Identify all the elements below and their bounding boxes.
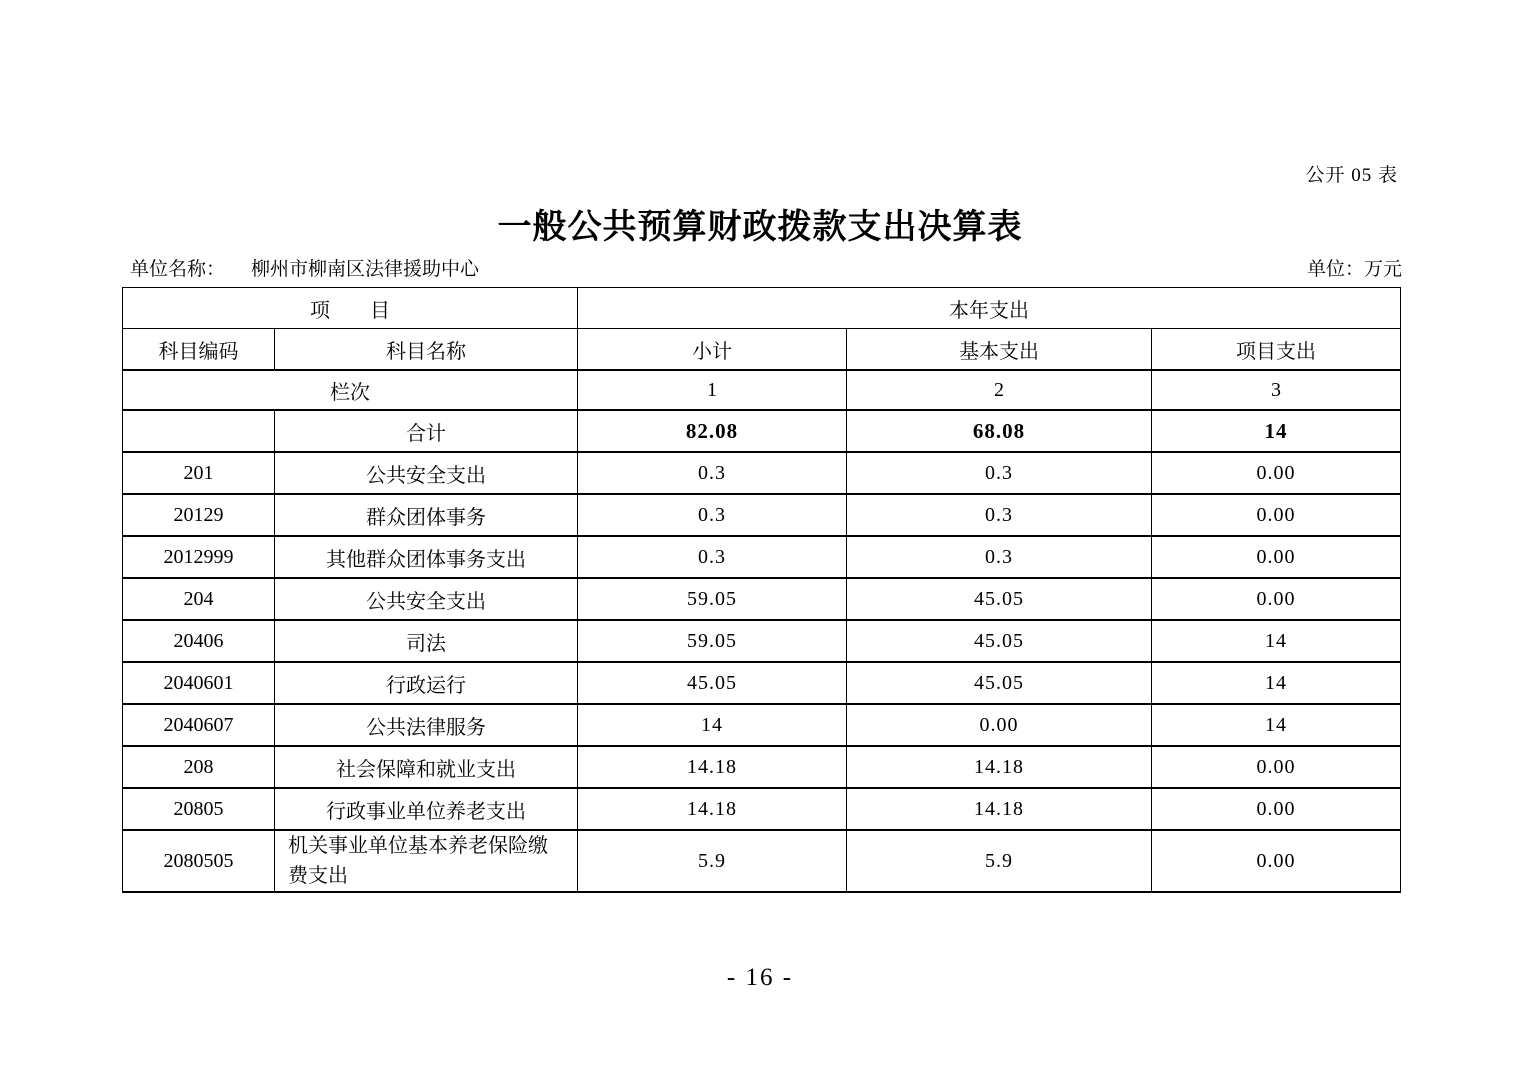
column-index-2: 2 xyxy=(847,370,1152,410)
total-basic-cell: 68.08 xyxy=(847,410,1152,452)
project-expense-cell: 14 xyxy=(1152,704,1401,746)
project-expense-cell: 14 xyxy=(1152,620,1401,662)
subject-name-cell: 其他群众团体事务支出 xyxy=(275,536,578,578)
meta-row xyxy=(130,254,1402,281)
table-row xyxy=(123,494,1401,536)
project-expense-cell: 0.00 xyxy=(1152,494,1401,536)
subject-name-cell: 行政事业单位养老支出 xyxy=(275,788,578,830)
budget-table xyxy=(122,287,1401,893)
table-row xyxy=(123,788,1401,830)
subject-code-cell: 204 xyxy=(123,578,275,620)
subject-code-cell: 20129 xyxy=(123,494,275,536)
basic-expense-cell: 45.05 xyxy=(847,662,1152,704)
subject-code-cell: 201 xyxy=(123,452,275,494)
header-subtotal: 小计 xyxy=(578,329,847,371)
subtotal-cell: 0.3 xyxy=(578,536,847,578)
subtotal-cell: 14.18 xyxy=(578,788,847,830)
subject-name-cell: 公共法律服务 xyxy=(275,704,578,746)
basic-expense-cell: 0.3 xyxy=(847,452,1152,494)
subject-code-cell: 2012999 xyxy=(123,536,275,578)
table-row xyxy=(123,620,1401,662)
subject-name-cell xyxy=(275,830,578,892)
unit-name-value: 柳州市柳南区法律援助中心 xyxy=(251,259,480,280)
subject-name-cell: 司法 xyxy=(275,620,578,662)
table-row xyxy=(123,704,1401,746)
page-title: 一般公共预算财政拨款支出决算表 xyxy=(497,208,1023,246)
project-expense-cell: 0.00 xyxy=(1152,830,1401,892)
subject-name-cell: 公共安全支出 xyxy=(275,578,578,620)
column-index-3: 3 xyxy=(1152,370,1401,410)
basic-expense-cell: 14.18 xyxy=(847,746,1152,788)
subtotal-cell: 14.18 xyxy=(578,746,847,788)
project-expense-cell: 0.00 xyxy=(1152,452,1401,494)
basic-expense-cell: 45.05 xyxy=(847,620,1152,662)
currency-unit-label: 单位：万元 xyxy=(1306,259,1402,280)
table-row xyxy=(123,452,1401,494)
subject-code-cell: 208 xyxy=(123,746,275,788)
total-subtotal-cell: 82.08 xyxy=(578,410,847,452)
table-row xyxy=(123,536,1401,578)
subject-name-cell: 行政运行 xyxy=(275,662,578,704)
header-current-year-expense: 本年支出 xyxy=(578,288,1401,329)
header-item-group: 项 目 xyxy=(123,288,578,329)
project-expense-cell: 0.00 xyxy=(1152,788,1401,830)
subtotal-cell: 5.9 xyxy=(578,830,847,892)
table-row xyxy=(123,830,1401,892)
header-row-columns xyxy=(123,329,1401,371)
header-basic-expense: 基本支出 xyxy=(847,329,1152,371)
header-subject-code: 科目编码 xyxy=(123,329,275,371)
total-row xyxy=(123,410,1401,452)
project-expense-cell: 14 xyxy=(1152,662,1401,704)
subject-code-cell: 2080505 xyxy=(123,830,275,892)
header-row-column-index xyxy=(123,370,1401,410)
subject-code-cell: 2040607 xyxy=(123,704,275,746)
table-row xyxy=(123,662,1401,704)
project-expense-cell: 0.00 xyxy=(1152,578,1401,620)
form-code-label: 公开 05 表 xyxy=(1305,165,1398,186)
subject-name-cell: 公共安全支出 xyxy=(275,452,578,494)
subject-name-cell: 社会保障和就业支出 xyxy=(275,746,578,788)
subtotal-cell: 59.05 xyxy=(578,578,847,620)
subtotal-cell: 0.3 xyxy=(578,452,847,494)
header-project-expense: 项目支出 xyxy=(1152,329,1401,371)
subject-code-cell: 20805 xyxy=(123,788,275,830)
unit-name-group xyxy=(130,254,479,281)
basic-expense-cell: 0.3 xyxy=(847,494,1152,536)
table-row xyxy=(123,578,1401,620)
header-subject-name: 科目名称 xyxy=(275,329,578,371)
column-index-label: 栏次 xyxy=(123,370,578,410)
unit-name-label: 单位名称： xyxy=(130,259,226,280)
total-code-cell xyxy=(123,410,275,452)
basic-expense-cell: 14.18 xyxy=(847,788,1152,830)
basic-expense-cell: 0.3 xyxy=(847,536,1152,578)
subtotal-cell: 0.3 xyxy=(578,494,847,536)
subject-code-cell: 20406 xyxy=(123,620,275,662)
subject-name-cell: 群众团体事务 xyxy=(275,494,578,536)
subtotal-cell: 14 xyxy=(578,704,847,746)
total-label-cell: 合计 xyxy=(275,410,578,452)
subtotal-cell: 59.05 xyxy=(578,620,847,662)
column-index-1: 1 xyxy=(578,370,847,410)
header-row-groups xyxy=(123,288,1401,329)
subject-code-cell: 2040601 xyxy=(123,662,275,704)
subtotal-cell: 45.05 xyxy=(578,662,847,704)
project-expense-cell: 0.00 xyxy=(1152,746,1401,788)
basic-expense-cell: 0.00 xyxy=(847,704,1152,746)
table-row xyxy=(123,746,1401,788)
subject-name-text: 机关事业单位基本养老保险缴费支出 xyxy=(288,835,548,887)
total-project-cell: 14 xyxy=(1152,410,1401,452)
basic-expense-cell: 45.05 xyxy=(847,578,1152,620)
basic-expense-cell: 5.9 xyxy=(847,830,1152,892)
project-expense-cell: 0.00 xyxy=(1152,536,1401,578)
page-number: - 16 - xyxy=(726,964,794,991)
